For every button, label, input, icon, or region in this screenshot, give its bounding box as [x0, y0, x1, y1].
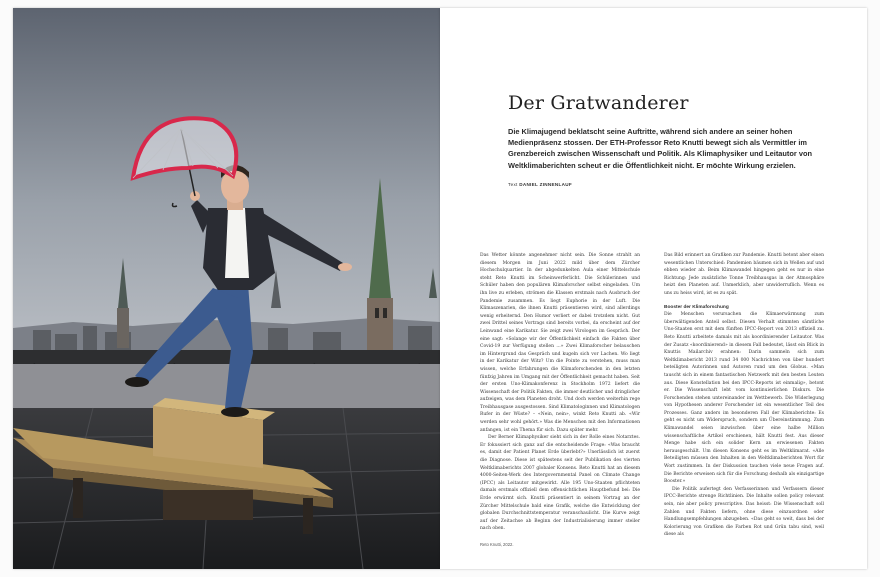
- photo-credit: Reto Knutti, 2022.: [480, 542, 514, 547]
- body-column-2: [664, 252, 824, 539]
- article-lead: Die Klimajugend beklatscht seine Auftritte, während sich andere an seiner hohen Medienpräsenz stossen. Der ETH-Professor Reto Knutti bewegt sich als Vermittler im Grenzbereich zwischen Wissenschaft und Politik. Als Klimaphysiker und Leitautor von Weltklimaberichten scheut er die Öffentlichkeit nicht. Er möchte Wirkung erzielen.: [508, 127, 812, 170]
- article-title: Der Gratwanderer: [508, 92, 689, 114]
- byline-prefix: Text: [508, 182, 518, 187]
- body-column-1: [480, 252, 640, 533]
- left-page: [13, 8, 440, 569]
- paragraph: Das Bild erinnert an Grafiken zur Pandemie. Knutti betont aber einen wesentlichen Unterschied: Pandemien bäumen sich in Wellen auf und ebben wieder ab. Beim Klimawandel hingegen geht es nur in eine Richtung: Jede zusätzliche Tonne Treibhausgas in der Atmosphäre heizt den Planeten auf. Unmerklich, aber unwiderruflich. Wenn es uns zu heiss wird, ist es zu spät.: [664, 253, 824, 296]
- paragraph: Die Menschen verursachen die Klimaerwärmung zum überwältigenden Anteil selbst. Diesen Verhalt stimmten sämtliche Uno-Staaten erst mit dem fünften IPCC-Report von 2013 offiziell zu. Reto Knutti arbeitete damals mit als koordinierender Leitautor. Was der Zusatz «koordinierend» in diesem Fall bedeutet, lässt ein Blick in Knuttis Mailarchiv erahnen: Darin sammeln sich zum Weltklimabericht 2013 rund 34 000 Nachrichten von über hundert beteiligten Autorinnen und Autoren rund um den Globus. «Man tauscht sich in einem fantastischen Netzwerk mit den besten Leuten aus. Diese Konstellation bei den IPCC-Reports ist einmalig», betont er. Die Wissenschaft lebt vom kontinuierlichen Diskurs. Die Forschenden stehen untereinander im Wettbewerb. Die Widerlegung von Hypothesen anderer Forschender ist ein wesentlicher Teil des Prozesses. Ganz anders im besonderen Fall der Klimaberichte: Es geht es nicht um Widerspruch, sondern um Übereinstimmung. Zum Klimawandel seien inzwischen über eine halbe Million wissenschaftliche Artikel erschienen, hält Knutti fest. Aus dieser Menge habe sich ein solider Kern an erwiesenen Fakten herausgeschält. Um diesen Konsens geht es im Weltklimarat. «Alle Beteiligten müssen den Inhalten in den Weltklimaberichten Wort für Wort zustimmen. In der Diskussion tauchen viele neue Fragen auf. Die Berichte erweisen sich für die Forschung deshalb als einzigartige Booster.»: [664, 312, 824, 485]
- paragraph: Die Politik aufertegt den Verfasserinnen und Verfassern dieser IPCC-Berichte strenge Richtlinien. Die Inhalte sollen policy relevant sein, nie aber policy prescriptive. Das heisst: Die Wissenschaft soll Zahlen und Fakten liefern, ohne diese einzuordnen oder Handlungsempfehlungen abzugeben. «Das geht so weit, dass bei der Kolorierung von Grafiken die Farben Rot und Grün tabu sind, weil diese als: [664, 486, 824, 538]
- portrait-photo: [13, 8, 440, 569]
- paragraph: Der Berner Klimaphysiker sieht sich in der Rolle eines Notarztes. Er fokussiert sich ganz auf die entscheidende Frage: «Was braucht es, damit der Patient Planet Erde überlebt?» Unerlässlich ist zuerst die Diagnose. Diese ist spätestens seit der Publikation des vierten Weltklimaberichts 2007 globaler Konsens. Reto Knutti hat an diesem 4000-Seiten-Werk des Intergovernmental Panel on Climate Change (IPCC) als Leitautor mitgewirkt. Alle 195 Uno-Staaten pflichteten damals erstmals offiziell dem offensichtlichen Hauptbefund bei: Die Erde erwärmt sich. Knutti präsentiert in seinem Vortrag an der Zürcher Mittelschule bald eine Grafik, welche die Entwicklung der globalen Durchschnittstemperatur veranschaulicht. Die Kurve zeigt auf der Zeitachse ab Beginn der Industrialisierung immer steiler nach oben.: [480, 435, 640, 532]
- author-name: DANIEL ZINNENLAUF: [519, 182, 572, 187]
- right-page: [440, 8, 867, 569]
- byline: [508, 182, 572, 187]
- subheading: Booster der Klimaforschung: [664, 304, 729, 310]
- paragraph: Das Wetter könnte angenehmer nicht sein. Die Sonne strahlt an diesem Morgen im Juni 2022 mild über dem Zürcher Hochschulquartier. In der abgedunkelten Aula einer Mittelschule steht Reto Knutti im Scheinwerferlicht. Die Schülerinnen und Schüler haben den populären Klimaforscher selbst eingeladen. Um ihn live zu erleben, strömen die Klassen erstmals nach Ausbruch der Pandemie zusammen. Es liegt Euphorie in der Luft. Die Klimaszenarien, die ihnen Knutti präsentieren wird, sind allerdings wenig erheiternd. Den Humor verliert er dabei trotzdem nicht. Gut zwei Drittel seines Vortrags sind bereits vorbei, da erscheint auf der Leinwand eine Karikatur. Sie zeigt zwei Virologen im Gespräch. Der eine sagt: «Solange wir der Öffentlichkeit einfach die Fakten über Covid-19 zur Verfügung stellen ...» Zwei Klimaforscher belauschen im Hintergrund das Gespräch und kugeln sich vor Lachen. Wo liegt in der Karikatur der Witz? Um die Pointe zu verstehen, muss man wissen, welche Erfahrungen die Klimaforschenden in den letzten fünfzig Jahren im Umgang mit der Öffentlichkeit gemacht haben. Seit der ersten Uno-Klimakonferenz in Stockholm 1972 liefert die Wissenschaft der Politik Fakten, die immer deutlicher und dringlicher aufzeigen, was dem Planeten droht. Und doch werden weiterhin rege Treibhausgase ausgestossen. Sind Klimatologinnen und Klimatologen Rufer in der Wüste? – «Nein, nein», winkt Reto Knutti ab. «Wir werden sehr wohl gehört.» Was die Menschen mit den Informationen anfangen, ist ein Thema für sich. Dazu später mehr.: [480, 253, 640, 433]
